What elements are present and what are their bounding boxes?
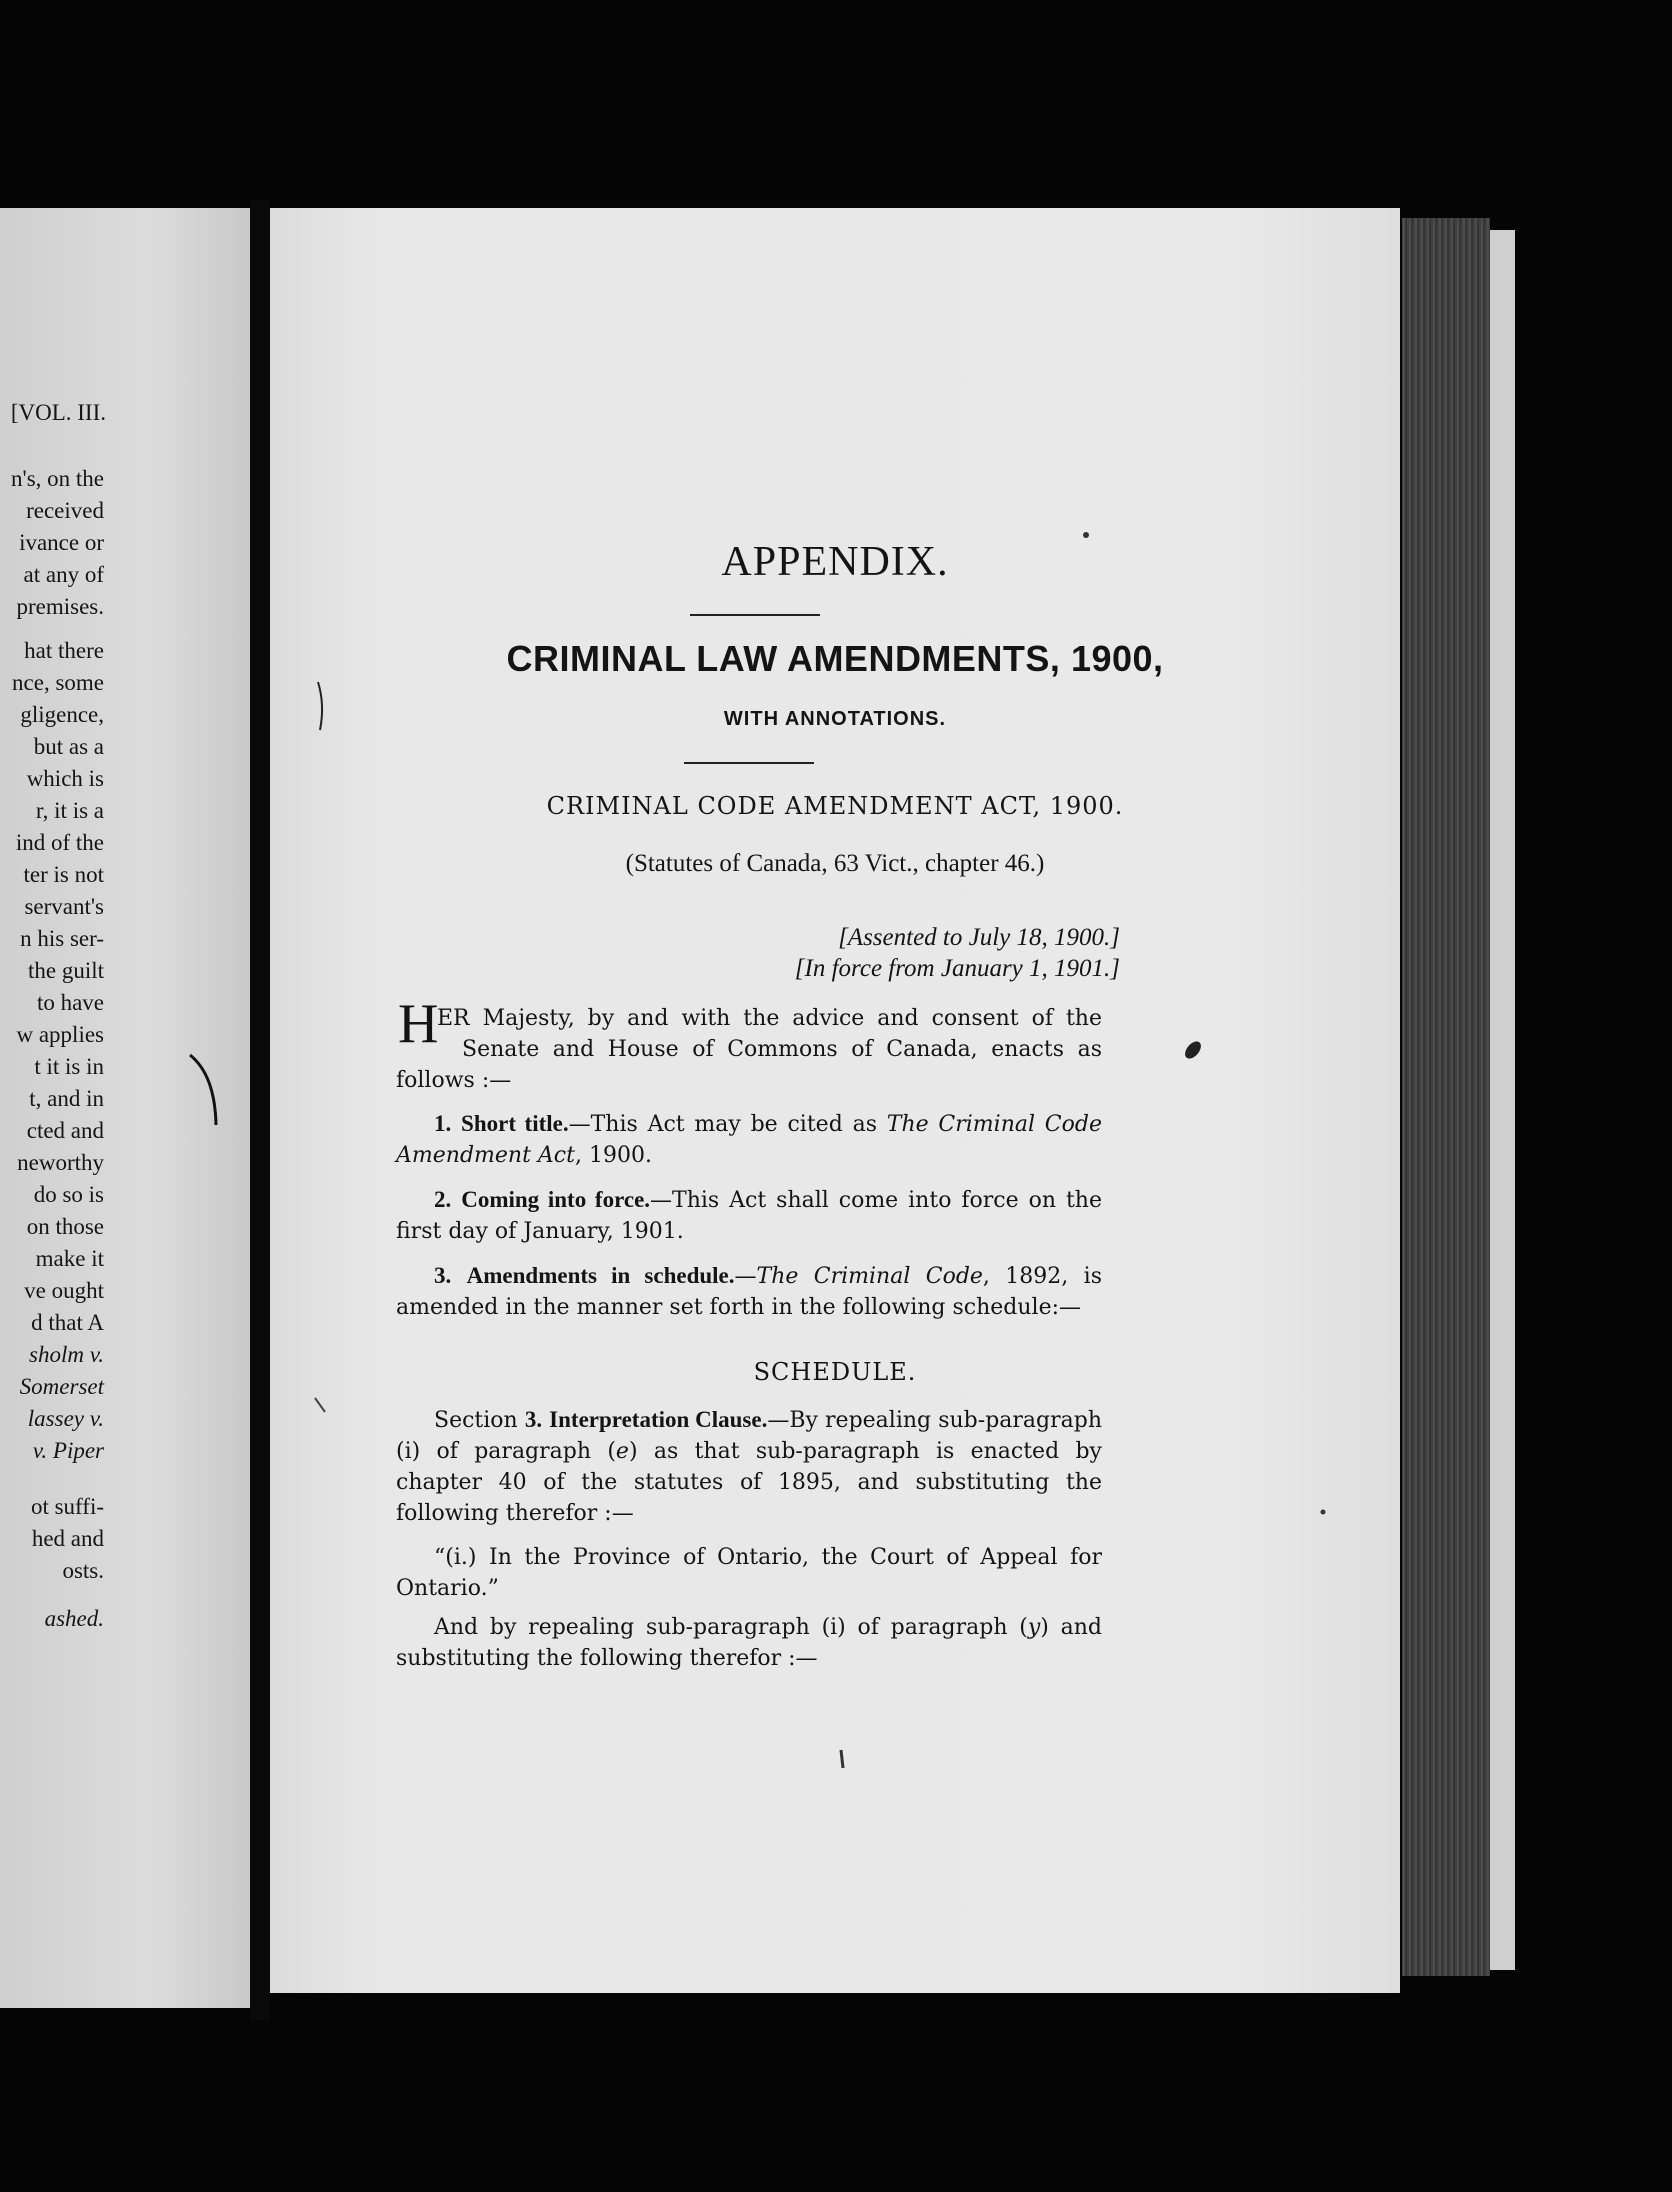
- section-text: —By repealing sub-paragraph (i) of paragraph (: [396, 1408, 1102, 1464]
- section-text: And by repealing sub-paragraph (i) of paragraph (: [434, 1615, 1028, 1640]
- drop-cap: H: [398, 993, 439, 1055]
- section-number: 3.: [524, 1407, 543, 1432]
- left-page-line: v. Piper: [32, 1438, 104, 1463]
- section-number: 3.: [434, 1263, 452, 1288]
- act-title: CRIMINAL CODE AMENDMENT ACT, 1900.: [546, 792, 1124, 820]
- statutes-citation: (Statutes of Canada, 63 Vict., chapter 46.): [625, 850, 1045, 877]
- in-force-date: [In force from January 1, 1901.]: [794, 955, 1120, 982]
- assent-date: [Assented to July 18, 1900.]: [838, 924, 1120, 951]
- section-text: —: [734, 1264, 757, 1289]
- section-heading: Amendments in schedule.: [466, 1263, 735, 1288]
- left-page-line: at any of: [23, 562, 104, 587]
- running-header: [VOL. III.: [10, 400, 106, 425]
- left-page-line: t, and in: [29, 1086, 104, 1111]
- left-page-line: Somerset: [19, 1374, 104, 1399]
- left-page-line: ter is not: [23, 862, 104, 887]
- act-name: The Criminal Code Amendment Act: [396, 1112, 1102, 1168]
- left-page-line: ve ought: [24, 1278, 104, 1303]
- section-number: 2.: [434, 1187, 452, 1212]
- appendix-title: APPENDIX.: [721, 539, 949, 585]
- left-page-line: d that A: [31, 1310, 104, 1335]
- left-page-line: nce, some: [12, 670, 104, 695]
- section-heading: Interpretation Clause.: [549, 1407, 768, 1432]
- left-page-line: ind of the: [15, 830, 104, 855]
- left-page-line: t it is in: [34, 1054, 104, 1079]
- left-page-line: servant's: [24, 894, 104, 919]
- left-page-line: ivance or: [19, 530, 104, 555]
- left-page-line: r, it is a: [35, 798, 104, 823]
- left-page-line: neworthy: [17, 1150, 104, 1175]
- act-name: The Criminal Code: [756, 1264, 983, 1289]
- enacting-line-3: follows :—: [396, 1068, 512, 1093]
- left-page-line: ot suffi-: [30, 1494, 104, 1519]
- schedule-heading: SCHEDULE.: [753, 1358, 917, 1386]
- section-text: —This Act shall come into force on the first day of January, 1901.: [396, 1188, 1102, 1244]
- left-page-line: lassey v.: [27, 1406, 104, 1431]
- left-page-line: the guilt: [27, 958, 104, 983]
- left-page-line: sholm v.: [29, 1342, 104, 1367]
- left-page-line: received: [26, 498, 104, 523]
- section-heading: Short title.: [461, 1111, 569, 1136]
- left-page-line: on those: [26, 1214, 104, 1239]
- paragraph-letter: e: [615, 1439, 629, 1464]
- section-heading: Coming into force.: [461, 1187, 651, 1212]
- schedule-quote: “(i.) In the Province of Ontario, the Court of Appeal for Ontario.”: [396, 1545, 1102, 1601]
- left-page-line: ashed.: [44, 1606, 104, 1631]
- enacting-line-2: Senate and House of Commons of Canada, enacts as: [462, 1037, 1102, 1062]
- subtitle: WITH ANNOTATIONS.: [723, 708, 947, 730]
- section-text: ) and substituting the following therefor :—: [396, 1615, 1102, 1671]
- left-page-line: n his ser-: [20, 926, 104, 951]
- main-title: CRIMINAL LAW AMENDMENTS, 1900,: [506, 638, 1164, 679]
- left-page-line: osts.: [62, 1558, 104, 1583]
- section-text: —This Act may be cited as: [568, 1112, 887, 1137]
- left-page-line: n's, on the: [11, 466, 104, 491]
- left-page-line: to have: [36, 990, 104, 1015]
- left-page-line: do so is: [33, 1182, 104, 1207]
- left-page-line: hed and: [31, 1526, 104, 1551]
- section-text: ) as that sub-paragraph is enacted by chapter 40 of the statutes of 1895, and substituting the following therefor :—: [396, 1439, 1102, 1526]
- section-label: Section: [434, 1408, 525, 1433]
- section-text: , 1892, is amended in the manner set forth in the following schedule:—: [396, 1264, 1102, 1320]
- left-page-line: make it: [35, 1246, 104, 1271]
- section-text: , 1900.: [574, 1143, 652, 1168]
- left-page-line: premises.: [16, 594, 104, 619]
- paragraph-letter: y: [1027, 1615, 1041, 1640]
- left-page-line: hat there: [24, 638, 104, 663]
- left-page-line: which is: [26, 766, 104, 791]
- left-page-line: w applies: [16, 1022, 104, 1047]
- left-page-line: gligence,: [20, 702, 104, 727]
- section-number: 1.: [434, 1111, 452, 1136]
- enacting-line-1: ER Majesty, by and with the advice and consent of the: [437, 1006, 1102, 1031]
- left-page-line: but as a: [33, 734, 104, 759]
- left-page-line: cted and: [26, 1118, 104, 1143]
